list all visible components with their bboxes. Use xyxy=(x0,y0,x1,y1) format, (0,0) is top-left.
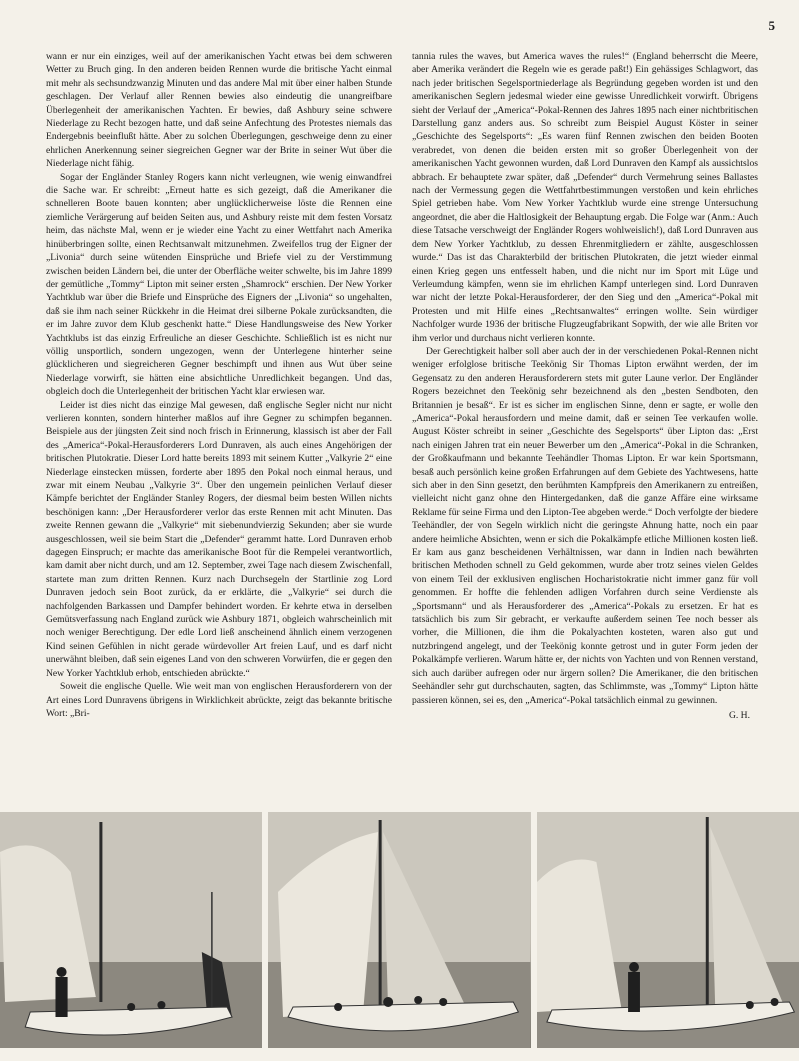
paragraph: Der Gerechtigkeit halber soll aber auch der in der verschiedenen Pokal-Rennen nicht weniger erfolglose britische Teekönig Sir Thomas Lipton erwähnt werden, der im Gegensatz zu den anderen Herausforderern stets mit guter Laune verlor. Der Engländer Rogers bezeichnet den Teekönig sehr bezeichnend als den „besten Sendboten, den Britannien je besaß“. Er ist es sicher im englischen Sinne, denn er sagte, er wolle den „America“-Pokal herausfordern und meine damit, daß er seinen Tee verkaufen wolle. August Köster schreibt in seiner „Geschichte des Segelsports“ über Lipton das: „Erst nach einigen Jahren trat ein neuer Bewerber um den „America“-Pokal in die Schranken, der Großkaufmann und bekannte Teehändler Thomas Lipton. Er war kein Sportsmann, besaß auch persönlich keine großen Erfahrungen auf dem Gebiete des Yachtwesens, hatte sich aber in den Sinn gesetzt, den berühmten Kampfpreis den Amerikanern zu entreißen, vielleicht nicht ganz ohne den Hintergedanken, daß die ganze Affäre eine wirksame Reklame für seine Firma und den Lipton-Tee abgeben werde.“ Doch verfolgte der biedere Teehändler, der von Segeln wirklich nicht die geringste Ahnung hatte, noch ein paar andere heimliche Absichten, wenn er sich die Pokalkämpfe etliche Millionen kosten ließ. Er kam aus ganz bescheidenen Verhältnissen, war dann in Indien nach bewährten britischen Methoden schnell zu Geld gekommen, wurde aber trotz seines vielen Geldes von einem Teil der exklusiven englischen Hocharistokratie nicht immer ganz für voll genommen. Er hoffte die fehlenden adligen Vorfahren durch seine Verdienste als „Sportsmann“ und als Herausforderer des „America“-Pokals zu ersetzen. Er hat es tatsächlich bis zum Sir gebracht, er verkaufte außerdem seinen Tee noch besser als vorher, die Millionen, die ihm die Pokalyachten kosteten, waren also gut und nutzbringend angelegt, und der Teekönig konnte getrost und in guter Form jeden der Pokalkämpfe verlieren. Warum hätte er, der nichts von Yachten und von Rennen verstand, sich auch darüber aufregen oder nur ärgern sollen? Die Amerikaner, die den britischen Seehändler sehr gut durchschauten, sagten, das Schlimmste, was „Tommy“ Lipton hätte passieren können, sei es, den „America“-Pokal tatsächlich einmal zu gewinnen. xyxy=(412,345,758,706)
sailboat-photo xyxy=(0,812,262,1048)
paragraph: Leider ist dies nicht das einzige Mal gewesen, daß englische Segler nicht nur nicht verlieren konnten, sondern hinterher maßlos auf ihre Gegner zu schimpfen begannen. Beispiele aus der jüngsten Zeit sind noch frisch in Erinnerung, klassisch ist aber der Fall des „America“-Pokal-Herausforderers Lord Dunraven, als auch eines Angehörigen der britischen Plutokratie. Dieser Lord hatte bereits 1893 mit seinem Kutter „Valkyrie 2“ eine Niederlage einstecken müssen, forderte aber 1895 den Pokal noch einmal heraus, und zwar mit einem Neubau „Valkyrie 3“. Über den ungemein peinlichen Verlauf dieser Kämpfe berichtet der Engländer Stanley Rogers, der diesmal beim besten Willen nichts beschönigen kann: „Der Herausforderer verlor das erste Rennen mit acht Minuten. Das zweite Rennen gewann die „Valkyrie“ mit siebenundvierzig Sekunden; aber sie wurde ausgeschlossen, weil sie beim Start die „Defender“ gerammt hatte. Lord Dunraven erhob dagegen Einspruch; er machte das amerikanische Boot für die Rempelei verantwortlich, kam damit aber nicht durch, und am 12. September, zwei Tage nach diesem Zwischenfall, startete man zum dritten Rennen. Kurz nach Durchsegeln der Startlinie zog Lord Dunraven jedoch sein Boot zurück, da er erklärte, die „Valkyrie“ sei durch die nachfolgenden Barkassen und Dampfer behindert worden. Er kehrte etwa in derselben Gemütsverfassung nach England zurück wie Ashbury 1871, obgleich wahrscheinlich mit noch weniger Berechtigung. Der edle Lord ließ anscheinend ähnlich einem verzogenen Kind seinen Gefühlen in nicht gerade würdevoller Art freien Lauf, und es darf nicht unerwähnt bleiben, daß sein eigenes Land von den schweren Vorwürfen, die er gegen den New Yorker Yachtklub erhob, entschieden abrückte.“ xyxy=(46,399,392,679)
page-number: 5 xyxy=(768,18,775,33)
paragraph: tannia rules the waves, but America waves the rules!“ (England beherrscht die Meere, aber Amerika verändert die Regeln wie es gerade paßt!) Ein gehässiges Schlagwort, das nach jeder britischen Segelsportniederlage als Begründung gegeben worden ist und den amerikanischen Seglern jedesmal wieder eine gewisse Unredlichkeit vorwirft. Übrigens sieht der Verlauf der „America“-Pokal-Rennen des Jahres 1895 nach einer nichtbritischen Darstellung ganz anders aus. So schreibt zum Beispiel August Köster in seiner „Geschichte des Segelsports“: „Es waren fünf Rennen zwischen den beiden Booten verabredet, von denen die beiden ersten mit so großer Überlegenheit von der amerikanischen Yacht gewonnen wurden, daß Lord Dunraven den Kampf als aussichtslos abbrach. Er behauptete zwar später, daß „Defender“ durch Vermehrung seines Ballastes nach der Vermessung gegen die Wettfahrtbestimmungen verstoßen und kein ehrliches Spiel getrieben habe. Vom New Yorker Yachtklub wurde eine strenge Untersuchung angeordnet, die aber die Haltlosigkeit der Behauptung ergab. Die Folge war (Anm.: Auch diese Tatsache verschweigt der Engländer Rogers wohlweislich!), daß Lord Dunraven aus dem New Yorker Yachtklub, zu dessen Ehrenmitgliedern er zählte, ausgeschlossen wurde.“ Das ist das Charakterbild der britischen Plutokraten, die jetzt wieder einmal einen Krieg gegen uns entfesselt haben, und die nicht nur im Sport mit Lüge und Verleumdung kämpfen, wenn sie im ehrlichen Kampf unterlegen sind. Lord Dunraven war nicht der letzte Pokal-Herausforderer, der den Sieg und den „America“-Pokal mit Protesten und mit Hilfe eines „Rechtsanwaltes“ erringen wollte. Sein würdiger Nachfolger wurde 1936 der britische Flugzeugfabrikant Sopwith, der wie alle Briten vor ihm verlor und durchaus nicht verlieren konnte. xyxy=(412,51,758,344)
article-body xyxy=(46,50,758,792)
paragraph: wann er nur ein einziges, weil auf der amerikanischen Yacht etwas bei dem schweren Wetter zu Bruch ging. In den anderen beiden Rennen wurde die britische Yacht einmal mit mehr als sechsundzwanzig Minuten und das andere Mal mit über einer halben Stunde geschlagen. Der Verlauf aller Rennen bewies also eindeutig die unangreifbare Überlegenheit der amerikanischen Yachten. Er bewies, daß Ashbury seine schwere Niederlage zu Recht bezogen hatte, und daß seine Anfechtung des Protestes niemals das Endergebnis beeinflußt hätte. Aber zu solchen Überlegungen, geschweige denn zu einer ehrlichen Anerkennung seiner siegreichen Gegner war der Brite in seiner Wut über die Niederlage nicht fähig. xyxy=(46,51,392,170)
photo-strip xyxy=(0,812,799,1048)
paragraph: Sogar der Engländer Stanley Rogers kann nicht verleugnen, wie wenig einwandfrei die Sache war. Er schreibt: „Erneut hatte es sich gezeigt, daß die Amerikaner die schnelleren Boote bauen konnten; aber unglücklicherweise löste die Rennen eine ziemliche Verärgerung auf beiden Seiten aus, und Ashbury reiste mit dem festen Vorsatz heim, das nächste Mal, wenn er je wieder eine Yacht zu einer Wettfahrt nach Amerika hinüberbringen sollte, einen Rechtsanwalt mitzunehmen. Zweifellos trug der Eigner der „Livonia“ durch seine wütenden Einsprüche und Briefe viel zu der Verstimmung zwischen beiden Ländern bei, die unter der Oberfläche weiter schwelte, bis im Jahre 1899 der gemütliche „Tommy“ Lipton mit seiner ersten „Shamrock“ erschien. Der New Yorker Yachtklub war über die Briefe und Einsprüche des Eigners der „Livonia“ so ungehalten, daß sie ihm nach seiner Rückkehr in die Heimat drei silberne Pokale zurücksandten, die er im Jahre zuvor dem Klub geschenkt hatte.“ Diese Handlungsweise des New Yorker Yachtklubs ist das einzig Erfreuliche an dieser Geschichte. Schließlich ist es nicht nur völlig unsportlich, sondern ungezogen, wenn der Unterlegene hinterher seine glücklicheren und siegreicheren Gegner beschimpft und ihnen aus Wut über seine Niederlage vorwirft, sie hätten eine absichtliche Unredlichkeit begangen. Und das, obgleich doch die Unterlegenheit der britischen Yacht klar erwiesen war. xyxy=(46,171,392,398)
sailboat-photo xyxy=(268,812,530,1048)
author-signature: G. H. xyxy=(728,709,750,721)
paragraph: Soweit die englische Quelle. Wie weit man von englischen Herausforderern von der Art eines Lord Dunravens übrigens in Wirklichkeit abrückte, zeigt das bekannte britische Wort: „Bri- xyxy=(46,681,392,719)
column-left xyxy=(46,50,392,792)
column-right xyxy=(412,50,758,792)
sailboat-photo xyxy=(537,812,799,1048)
